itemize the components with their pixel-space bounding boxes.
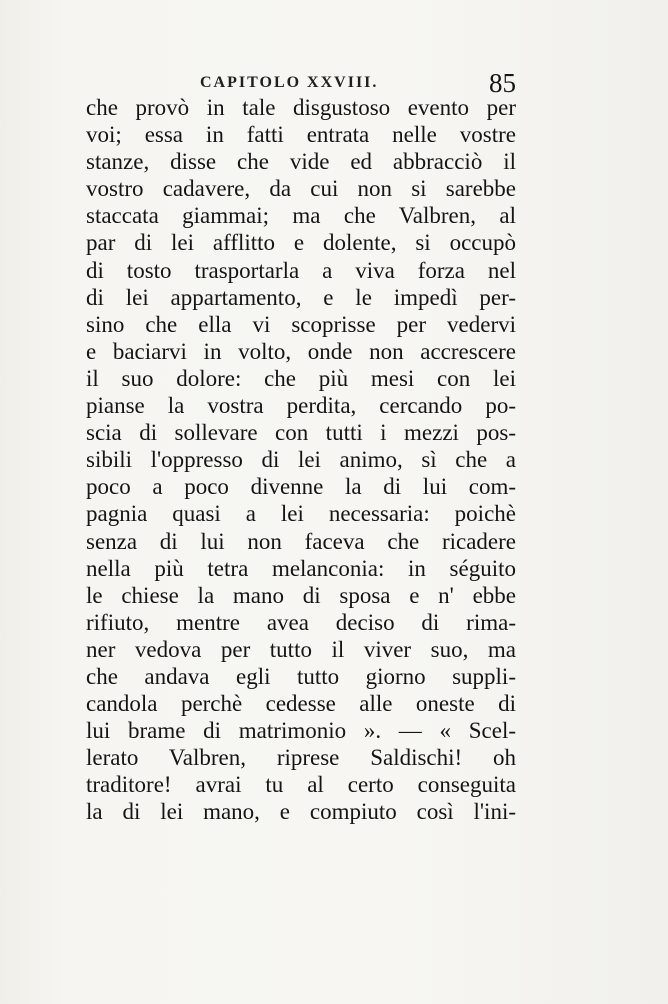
text-line: e baciarvi in volto, onde non accrescere xyxy=(86,338,516,364)
text-line: che provò in tale disgustoso evento per xyxy=(86,95,516,120)
text-line: nella più tetra melanconia: in séguito xyxy=(86,555,516,581)
text-line: candola perchè cedesse alle oneste di xyxy=(86,691,516,717)
text-line: par di lei afflitto e dolente, si occupò xyxy=(86,230,516,256)
text-line: la di lei mano, e compiuto così l'ini- xyxy=(86,799,516,825)
text-line: vostro cadavere, da cui non si sarebbe xyxy=(86,176,516,202)
text-line: di tosto trasportarla a viva forza nel xyxy=(86,257,516,283)
text-line: le chiese la mano di sposa e n' ebbe xyxy=(86,582,516,608)
text-line: voi; essa in fatti entrata nelle vostre xyxy=(86,122,516,148)
text-line: lerato Valbren, riprese Saldischi! oh xyxy=(86,745,516,771)
body-text xyxy=(86,94,516,826)
text-line: senza di lui non faceva che ricadere xyxy=(86,528,516,554)
text-line: ner vedova per tutto il viver suo, ma xyxy=(86,636,516,662)
page-number: 85 xyxy=(489,68,516,98)
text-line: rifiuto, mentre avea deciso di rima- xyxy=(86,609,516,635)
text-line: staccata giammai; ma che Valbren, al xyxy=(86,203,516,229)
text-line: pagnia quasi a lei necessaria: poichè xyxy=(86,501,516,527)
text-line: lui brame di matrimonio ». — « Scel- xyxy=(86,718,516,744)
text-line: di lei appartamento, e le impedì per- xyxy=(86,284,516,310)
text-line: traditore! avrai tu al certo conseguita xyxy=(86,772,516,798)
text-line: il suo dolore: che più mesi con lei xyxy=(86,365,516,391)
text-line: pianse la vostra perdita, cercando po- xyxy=(86,393,516,419)
text-line: sino che ella vi scoprisse per vedervi xyxy=(86,311,516,337)
running-head: CAPITOLO XXVIII. xyxy=(200,74,379,91)
text-line: stanze, disse che vide ed abbracciò il xyxy=(86,149,516,175)
text-line: poco a poco divenne la di lui com- xyxy=(86,474,516,500)
text-line: che andava egli tutto giorno suppli- xyxy=(86,663,516,689)
text-line: scia di sollevare con tutti i mezzi pos- xyxy=(86,420,516,446)
text-line: sibili l'oppresso di lei animo, sì che a xyxy=(86,447,516,473)
